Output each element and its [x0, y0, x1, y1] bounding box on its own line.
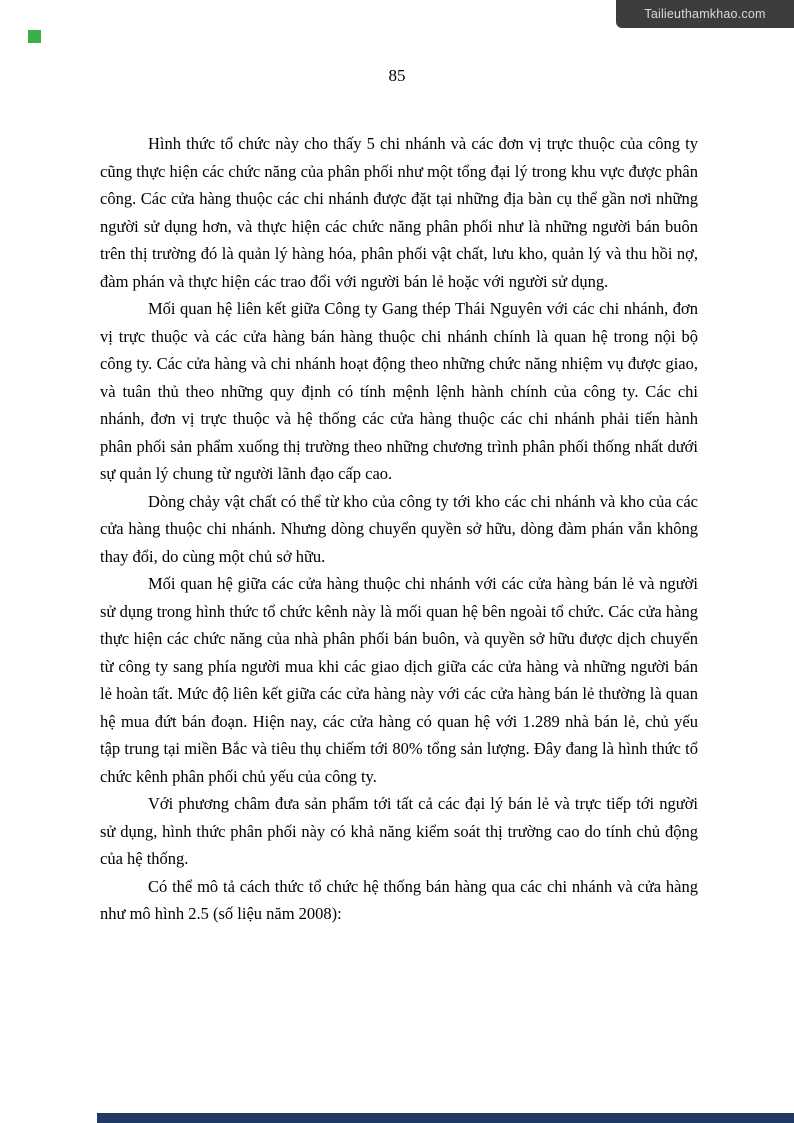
page-content [100, 130, 698, 928]
page-number: 85 [388, 66, 406, 85]
watermark-text: Tailieuthamkhao.com [644, 7, 766, 21]
paragraph-5: Với phương châm đưa sản phẩm tới tất cả các đại lý bán lẻ và trực tiếp tới người sử dụng, hình thức phân phối này có khả năng kiểm soát thị trường cao do tính chủ động của hệ thống. [100, 794, 698, 868]
watermark-badge [616, 0, 794, 28]
paragraph-2: Mối quan hệ liên kết giữa Công ty Gang thép Thái Nguyên với các chi nhánh, đơn vị trực thuộc và các cửa hàng bán hàng thuộc chi nhánh chính là quan hệ trong nội bộ công ty. Các cửa hàng và chi nhánh hoạt động theo những chức năng nhiệm vụ được giao, và tuân thủ theo những quy định có tính mệnh lệnh hành chính của công ty. Các chi nhánh, đơn vị trực thuộc và hệ thống các cửa hàng thuộc các chi nhánh phải tiến hành phân phối sản phẩm xuống thị trường theo những chương trình phân phối thống nhất dưới sự quản lý chung từ người lãnh đạo cấp cao. [100, 299, 698, 483]
green-square-mark [28, 30, 41, 43]
paragraph-4: Mối quan hệ giữa các cửa hàng thuộc chi nhánh với các cửa hàng bán lẻ và người sử dụng trong hình thức tổ chức kênh này là mối quan hệ bên ngoài tổ chức. Các cửa hàng thực hiện các chức năng của nhà phân phối bán buôn, và quyền sở hữu được dịch chuyển từ công ty sang phía người mua khi các giao dịch giữa các cửa hàng và những người bán lẻ hoàn tất. Mức độ liên kết giữa các cửa hàng này với các cửa hàng bán lẻ thường là quan hệ mua đứt bán đoạn. Hiện nay, các cửa hàng có quan hệ với 1.289 nhà bán lẻ, chủ yếu tập trung tại miền Bắc và tiêu thụ chiếm tới 80% tổng sản lượng. Đây đang là hình thức tổ chức kênh phân phối chủ yếu của công ty. [100, 574, 698, 786]
bottom-bar [97, 1113, 794, 1123]
paragraph-6: Có thể mô tả cách thức tổ chức hệ thống bán hàng qua các chi nhánh và cửa hàng như mô hình 2.5 (số liệu năm 2008): [100, 876, 698, 923]
paragraph-1: Hình thức tổ chức này cho thấy 5 chi nhánh và các đơn vị trực thuộc của công ty cũng thực hiện các chức năng của phân phối như một tổng đại lý trong khu vực được phân công. Các cửa hàng thuộc các chi nhánh được đặt tại những địa bàn cụ thể gần nơi những người sử dụng hơn, và thực hiện các chức năng phân phối như là những người bán buôn trên thị trường đó là quản lý hàng hóa, phân phối vật chất, lưu kho, quản lý và thu hồi nợ, đàm phán và thực hiện các trao đổi với người bán lẻ hoặc với người sử dụng. [100, 134, 698, 291]
paragraph-3: Dòng chảy vật chất có thể từ kho của công ty tới kho các chi nhánh và kho của các cửa hàng thuộc chi nhánh. Nhưng dòng chuyển quyền sở hữu, dòng đàm phán vẫn không thay đổi, do cùng một chủ sở hữu. [100, 491, 698, 566]
